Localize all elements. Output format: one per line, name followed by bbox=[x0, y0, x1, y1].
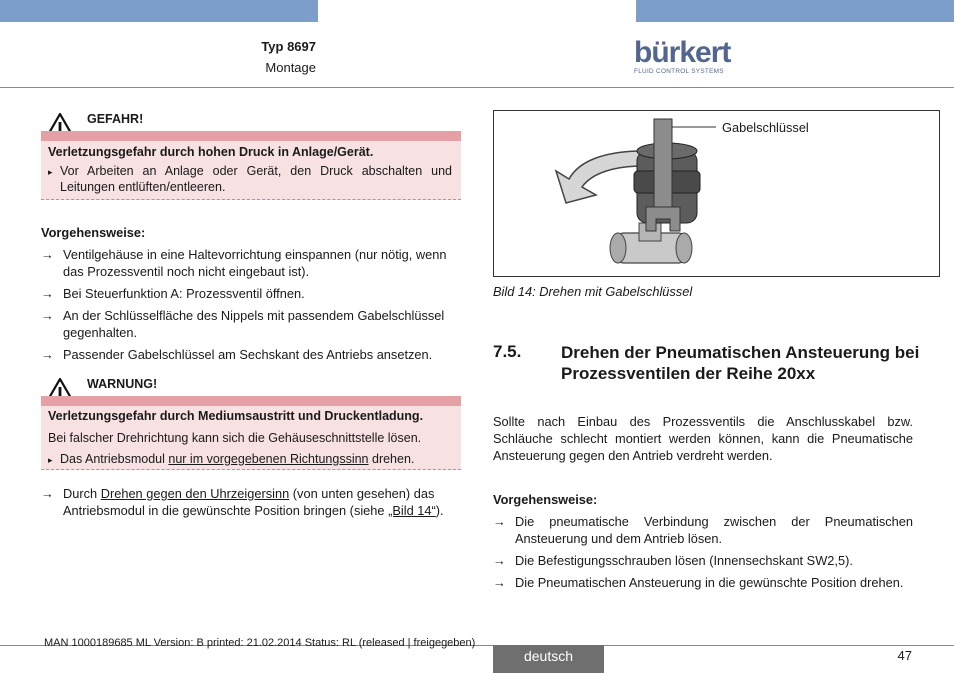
danger-title: GEFAHR! bbox=[87, 112, 144, 126]
warning-bar bbox=[41, 396, 461, 406]
direction-link[interactable]: nur im vorgegebenen Richtungssinn bbox=[168, 452, 369, 466]
header-bar-right bbox=[636, 0, 954, 22]
section-title: Drehen der Pneumatischen Ansteuerung bei Prozessventilen der Reihe 20xx bbox=[561, 343, 920, 383]
bullet-icon: ▸ bbox=[48, 455, 53, 465]
arrow-icon: → bbox=[41, 247, 54, 262]
arrow-icon: → bbox=[493, 575, 506, 590]
burkert-logo bbox=[634, 36, 734, 80]
logo-tagline: FLUID CONTROL SYSTEMS bbox=[634, 68, 724, 75]
danger-bar bbox=[41, 131, 461, 141]
list-item bbox=[493, 574, 913, 608]
arrow-icon: → bbox=[493, 553, 506, 568]
step-text: Bei Steuerfunktion A: Prozessventil öffnen. bbox=[63, 286, 305, 301]
header-divider bbox=[0, 87, 954, 88]
section-number: 7.5. bbox=[493, 342, 522, 361]
step-text: Die pneumatische Verbindung zwischen der Pneumatischen Ansteuerung und dem Antrieb lösen. bbox=[515, 514, 913, 546]
final-step-line2: Antriebsmodul in die gewünschte Position bringen (siehe bbox=[63, 503, 389, 518]
warning-title: WARNUNG! bbox=[87, 377, 158, 391]
warning-bullet-pre: Das Antriebsmodul bbox=[60, 452, 169, 466]
warning-heading: Verletzungsgefahr durch Mediumsaustritt und Druckentladung. bbox=[48, 409, 424, 423]
danger-heading: Verletzungsgefahr durch hohen Druck in Anlage/Gerät. bbox=[48, 145, 374, 159]
footer-meta: MAN 1000189685 ML Version: B printed: 21.02.2014 Status: RL (released | freigegeben) bbox=[44, 637, 476, 649]
arrow-icon: → bbox=[41, 347, 54, 362]
step-text: Die Befestigungsschrauben lösen (Innensechskant SW2,5). bbox=[515, 553, 853, 568]
warning-bullet-post: drehen. bbox=[368, 452, 415, 466]
logo-word: bürkert bbox=[634, 36, 731, 69]
danger-bullet-text: Vor Arbeiten an Anlage oder Gerät, den Druck abschalten und Leitungen entlüften/entleeren. bbox=[60, 164, 452, 194]
list-item bbox=[41, 346, 461, 363]
wrench-label: Gabelschlüssel bbox=[722, 120, 809, 135]
language-tab: deutsch bbox=[493, 645, 604, 673]
final-step-line2-post: ). bbox=[435, 503, 444, 518]
arrow-icon: → bbox=[493, 514, 506, 529]
danger-bullet bbox=[48, 163, 454, 195]
procedure-label-right: Vorgehensweise: bbox=[493, 492, 598, 507]
figure-14 bbox=[493, 110, 940, 277]
bullet-icon: ▸ bbox=[48, 167, 53, 177]
list-item bbox=[493, 513, 913, 547]
doc-type: Typ 8697 bbox=[261, 39, 316, 54]
figure-14-link[interactable]: „Bild 14“ bbox=[388, 503, 436, 518]
list-item bbox=[493, 552, 913, 569]
section-intro: Sollte nach Einbau des Prozessventils die Anschlusskabel bzw. Schläuche schlecht montiert werden können, kann die Pneumatische Ansteuerung gegen den Antrieb verdreht werden. bbox=[493, 414, 913, 463]
page-number: 47 bbox=[897, 648, 912, 663]
danger-box bbox=[41, 141, 461, 200]
final-step-mid: (von unten gesehen) das bbox=[289, 486, 435, 501]
step-text bbox=[63, 485, 461, 519]
procedure-label-left: Vorgehensweise: bbox=[41, 225, 146, 240]
counterclockwise-link[interactable]: Drehen gegen den Uhrzeigersinn bbox=[100, 486, 290, 501]
step-text: Die Pneumatischen Ansteuerung in die gewünschte Position drehen. bbox=[515, 575, 904, 590]
warning-box bbox=[41, 406, 461, 470]
list-item bbox=[41, 307, 461, 341]
step-text: Ventilgehäuse in eine Haltevorrichtung einspannen (nur nötig, wenn das Prozessventil noch nicht eingebaut ist). bbox=[63, 247, 447, 279]
step-text: An der Schlüsselfläche des Nippels mit passendem Gabelschlüssel gegenhalten. bbox=[63, 308, 445, 340]
list-item bbox=[41, 285, 461, 302]
final-step-pre: Durch bbox=[63, 486, 101, 501]
warning-text: Bei falscher Drehrichtung kann sich die Gehäuseschnittstelle lösen. bbox=[48, 431, 422, 445]
header-bar-left bbox=[0, 0, 318, 22]
section-name: Montage bbox=[265, 60, 316, 75]
step-text: Passender Gabelschlüssel am Sechskant des Antriebs ansetzen. bbox=[63, 347, 433, 362]
list-item bbox=[41, 485, 461, 519]
list-item bbox=[41, 246, 461, 280]
arrow-icon: → bbox=[41, 286, 54, 301]
warning-bullet bbox=[48, 451, 414, 468]
wrench-illustration bbox=[494, 111, 939, 276]
figure-caption: Bild 14: Drehen mit Gabelschlüssel bbox=[493, 284, 693, 299]
arrow-icon: → bbox=[41, 308, 54, 323]
arrow-icon: → bbox=[41, 486, 54, 501]
